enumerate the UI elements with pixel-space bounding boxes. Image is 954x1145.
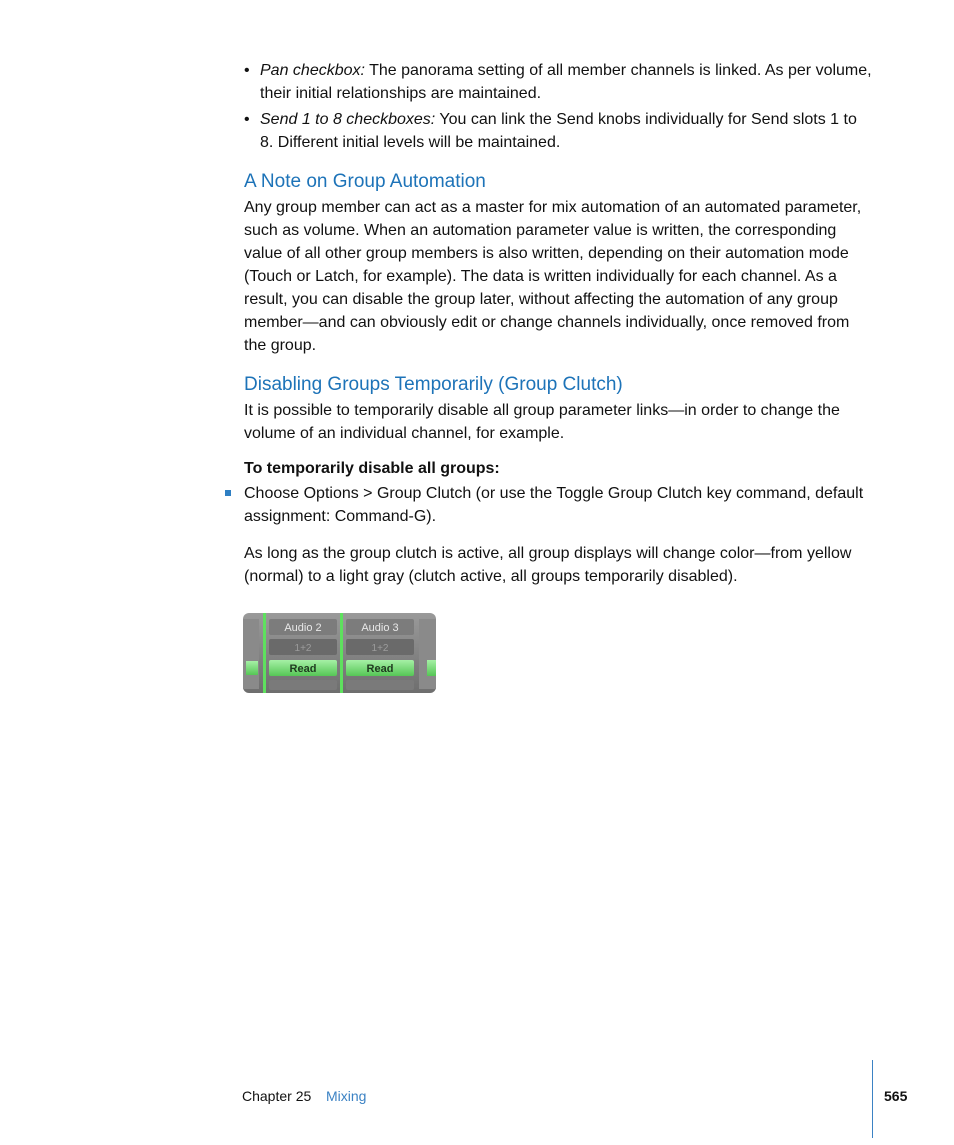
bullet-text: The panorama setting of all member channels is linked. As per volume, their initial relationships are maintained. xyxy=(260,62,872,102)
partial-channel-left xyxy=(243,619,259,689)
automation-mode-label: Read xyxy=(289,663,317,675)
footer-divider xyxy=(872,1060,873,1138)
step-text: Choose Options > Group Clutch (or use the Toggle Group Clutch key command, default assignment: Command-G). xyxy=(244,485,864,525)
bullet-dot: • xyxy=(244,62,250,79)
channel-divider xyxy=(340,613,343,693)
option-bullet-list xyxy=(244,59,874,157)
step-square-icon xyxy=(225,490,231,496)
partial-channel-right xyxy=(419,619,436,689)
section-heading-group-automation: A Note on Group Automation xyxy=(244,171,486,192)
paragraph-clutch-color: As long as the group clutch is active, all group displays will change color—from yellow (normal) to a light gray (clutch active, all groups temporarily disabled). xyxy=(244,545,852,585)
bullet-term: Send 1 to 8 checkboxes: xyxy=(260,111,436,128)
channel-lower-control xyxy=(269,680,337,690)
channel-lower-control xyxy=(346,680,414,690)
paragraph-group-clutch-intro: It is possible to temporarily disable all group parameter links—in order to change the volume of an individual channel, for example. xyxy=(244,402,840,442)
channel-name: Audio 2 xyxy=(284,622,322,634)
channel-name: Audio 3 xyxy=(361,622,399,634)
page-number: 565 xyxy=(884,1088,908,1104)
group-display-label: 1+2 xyxy=(294,643,312,654)
bullet-send-checkboxes xyxy=(244,108,874,154)
bullet-pan-checkbox xyxy=(244,59,874,105)
mixer-channel-screenshot xyxy=(243,613,436,693)
automation-mode-label: Read xyxy=(366,663,394,675)
bullet-dot: • xyxy=(244,111,250,128)
group-display-label: 1+2 xyxy=(371,643,389,654)
channel-divider xyxy=(263,613,266,693)
task-step xyxy=(244,482,874,528)
section-heading-group-clutch: Disabling Groups Temporarily (Group Clutch) xyxy=(244,374,623,395)
footer-chapter-title: Mixing xyxy=(326,1088,367,1104)
partial-read-button-left xyxy=(246,661,258,675)
footer-chapter: Chapter 25 xyxy=(242,1088,312,1104)
bullet-text: You can link the Send knobs individually for Send slots 1 to 8. Different initial levels will be maintained. xyxy=(260,111,857,151)
task-title: To temporarily disable all groups: xyxy=(244,460,500,477)
bullet-term: Pan checkbox: xyxy=(260,62,365,79)
partial-read-button-right xyxy=(427,660,436,676)
paragraph-group-automation: Any group member can act as a master for mix automation of an automated parameter, such as volume. When an automation parameter value is written, the corresponding value of all other group members is also written, depending on their automation mode (Touch or Latch, for example). The data is written individually for each channel. As a result, you can disable the group later, without affecting the automation of any group member—and can obviously edit or change channels individually, once removed from the group. xyxy=(244,199,862,354)
